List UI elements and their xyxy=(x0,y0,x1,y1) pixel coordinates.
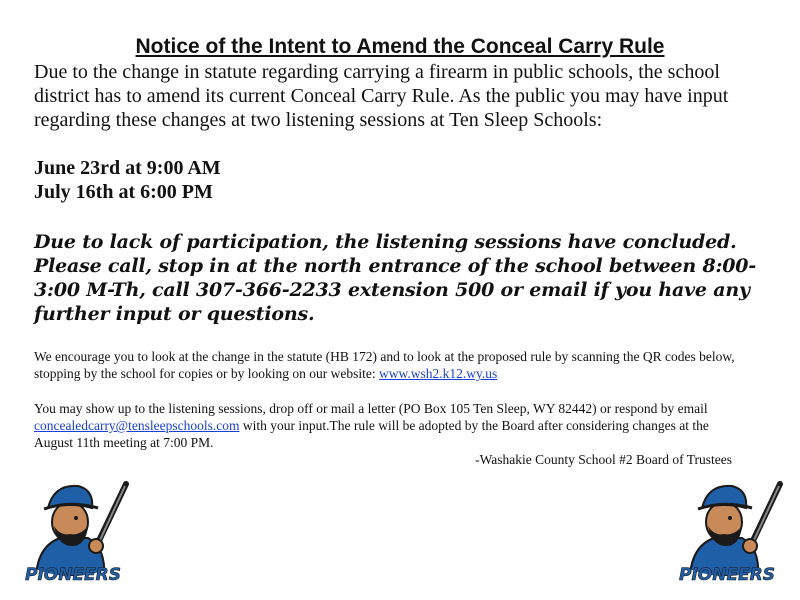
statute-paragraph xyxy=(34,348,744,382)
pioneers-logo-text: PIONEERS xyxy=(24,565,122,585)
website-link[interactable]: www.wsh2.k12.wy.us xyxy=(378,366,498,381)
pioneers-logo-left xyxy=(8,476,138,596)
mail-paragraph-text: You may show up to the listening sessions, drop off or mail a letter (PO Box 105 Ten Sleep, WY 82442) or respond by email xyxy=(34,401,708,416)
mail-paragraph xyxy=(34,400,744,451)
signature: -Washakie County School #2 Board of Trustees xyxy=(475,452,732,467)
notice-title: Notice of the Intent to Amend the Conceal Carry Rule xyxy=(135,35,665,58)
sessions-concluded-notice: Due to lack of participation, the listening sessions have concluded. Please call, stop in at the north entrance of the school between 8:00-3:00 M-Th, call 307-366-2233 extension 500 or email if you have any further input or questions. xyxy=(34,231,757,325)
listening-session-dates xyxy=(34,156,221,204)
pioneers-logo-right xyxy=(662,476,792,596)
pioneer-mascot-icon xyxy=(8,476,138,596)
pioneers-logo-text: PIONEERS xyxy=(678,565,776,585)
session-date-1: June 23rd at 9:00 AM xyxy=(34,157,221,179)
mail-paragraph-text-end: with your input.The rule will be adopted by the Board after considering changes at the August 11th meeting at 7:00 PM. xyxy=(34,418,709,450)
email-link[interactable]: concealedcarry@tensleepschools.com xyxy=(34,418,240,433)
session-date-2: July 16th at 6:00 PM xyxy=(34,181,213,203)
statute-paragraph-text: We encourage you to look at the change in the statute (HB 172) and to look at the proposed rule by scanning the QR codes below, stopping by the school for copies or by looking on our website: xyxy=(34,349,735,381)
intro-paragraph: Due to the change in statute regarding carrying a firearm in public schools, the school district has to amend its current Conceal Carry Rule. As the public you may have input regarding these changes at two listening sessions at Ten Sleep Schools: xyxy=(34,61,729,131)
pioneer-mascot-icon xyxy=(662,476,792,596)
